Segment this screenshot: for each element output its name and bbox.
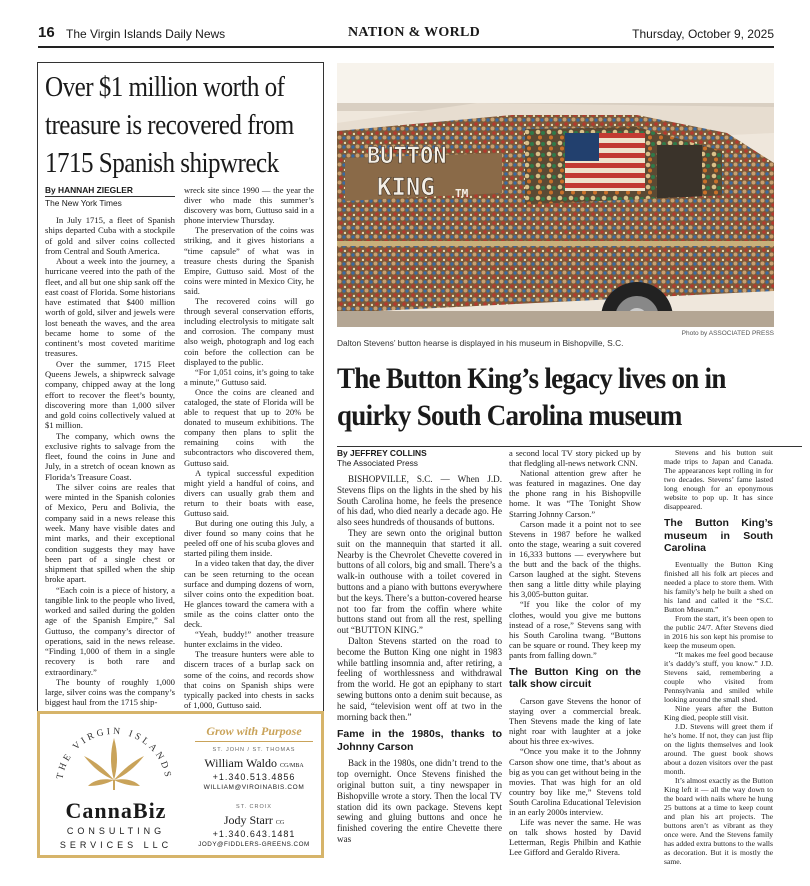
paragraph: Nine years after the Button King died, people still visit. — [664, 703, 773, 722]
photo-sign-line-1: BUTTON — [367, 144, 447, 169]
paragraph: “For 1,051 coins, it’s going to take a minute,” Guttuso said. — [184, 366, 314, 387]
paragraph: BISHOPVILLE, S.C. — When J.D. Stevens flips on the lights in the shed by his South Carolina home, he feels the presence of his dad, who died nearly a decade ago. He also sees hundreds of thousands of buttons. — [337, 474, 502, 528]
ad-cred-2: CG — [275, 820, 285, 826]
section-name: NATION & WORLD — [348, 25, 481, 40]
paragraph: But during one outing this July, a diver found so many coins that he peeled off one of his scuba gloves and started piling them inside. — [184, 518, 314, 559]
buttonking-byline: By JEFFREY COLLINS — [337, 448, 427, 458]
paragraph: Life was never the same. He was on talk shows hosted by David Letterman, Regis Philbin and Kathie Lee Gifford and Geraldo Rivera. — [509, 817, 641, 858]
paragraph: Dalton Stevens started on the road to become the Button King one night in 1983 while battling insomnia and, after retiring, a feeling of worthlessness and withdrawal from the world. He got an epiphany to start sewing buttons onto a denim suit because, as he said, “television went off at two in the morning back then.” — [337, 635, 502, 722]
issue-date: Thursday, October 9, 2025 — [632, 27, 774, 41]
ad-cred-1: CG/MBA — [279, 763, 304, 769]
paragraph: “Once you make it to the Johnny Carson show one time, that’s about as big as you can get without being in the movies. That was high for an old country boy like me,” Stevens told South Carolina Educational Television in an early 2000s interview. — [509, 746, 641, 817]
shipwreck-byline-block — [45, 185, 175, 208]
subheading: The Button King’s museum in South Carolina — [664, 517, 773, 555]
paragraph: J.D. Stevens will greet them if he’s home. If not, they can just flip on the lights themselves and look around. The guest book shows about a dozen visitors over the past month. — [664, 721, 773, 776]
header-rule — [38, 46, 774, 48]
paragraph: wreck site since 1990 — the year the diver who made this summer’s discovery was born, Guttuso said in a phone interview Thursday. — [184, 185, 314, 226]
paragraph: The treasure hunters were able to discern traces of a burlap sack on some of the coins, and records show that coins on Spanish ships were typically packed into chests in sacks of 1,000, Guttuso said. — [184, 649, 314, 710]
paragraph: About a week into the journey, a hurricane veered into the path of the fleet, and all but one ship sank off the east coast of Florida. Some historians have estimated that $400 million worth of gold, silver and jewels were lost beneath the waves, and the area became home to some of the continent’s most coveted maritime treasures. — [45, 256, 175, 359]
button-hearse-photo — [337, 63, 774, 327]
cannabiz-ad[interactable] — [37, 711, 324, 858]
ad-email-2[interactable]: JODY@FIDDLERS-GREENS.COM — [198, 841, 310, 848]
buttonking-source: The Associated Press — [337, 458, 418, 468]
paragraph: It’s almost exactly as the Button King left it — all the way down to the board with nails where he hung 25 buttons at a time to keep count and plan his art projects. The buttons aren’t as vibrant as they once were. And the Stevens family has added extra buttons to the walls as decoration. But it is mostly the same. — [664, 775, 773, 867]
paragraph: “If you like the color of my clothes, would you give me buttons instead of a rose,” Stevens sang with his South Carolina twang. “Buttons can be square or round. They keep my pants from falling down.” — [509, 599, 641, 660]
ad-name-2: Jody Starr — [223, 813, 273, 827]
paragraph: a second local TV story picked up by that fledgling all-news network CNN. — [509, 448, 641, 469]
paragraph: A typical successful expedition might yield a handful of coins, and divers can usually grab them and return to their boats with ease, Guttuso said. — [184, 467, 314, 518]
paragraph: Carson gave Stevens the honor of staying over a commercial break. Then Stevens made the king of late night roar with laughter at a joke about his three ex-wives. — [509, 695, 641, 747]
ad-email-1[interactable]: WILLIAM@VIROINABIS.COM — [203, 784, 305, 791]
photo-sign-tm: TM — [455, 187, 469, 200]
paragraph: Once the coins are cleaned and cataloged, the state of Florida will be able to request that up to 20% be donated to museum exhibitions. The company then plans to split the remaining coins with the subcontractors who discovered them, Guttuso said. — [184, 386, 314, 468]
buttonking-column-3 — [664, 448, 773, 866]
page-number: 16 — [38, 24, 55, 41]
paragraph: In July 1715, a fleet of Spanish ships departed Cuba with a stockpile of gold and silver coins collected from Central and South America. — [45, 215, 175, 256]
ad-name-1: William Waldo — [204, 756, 277, 770]
paragraph: Stevens and his button suit made trips to Japan and Canada. The appearances kept rolling in for two decades. Stevens’ fame lasted long enough for an eponymous website to pop up. It has since disappeared. — [664, 448, 773, 512]
ad-line-consulting: CONSULTING — [66, 826, 166, 836]
paper-name: The Virgin Islands Daily News — [66, 27, 226, 41]
ad-brand: CannaBiz — [65, 798, 167, 823]
byline-rule — [45, 196, 175, 197]
cannabis-leaf-icon — [84, 738, 144, 790]
ad-arc-text: THE VIRGIN ISLANDS — [55, 726, 173, 781]
page-header — [38, 22, 774, 44]
ad-tagline: Grow with Purpose — [206, 724, 302, 738]
ad-location-2: ST. CROIX — [236, 804, 272, 810]
buttonking-byline-block — [337, 448, 467, 468]
paragraph: The silver coins are reales that were minted in the Spanish colonies of Mexico, Peru and Bolivia, the company said in a news release this week. Many have visible dates and mint marks, and their exceptional condition suggests they may have been part of a single chest or shipment that spilled when the ship broke apart. — [45, 481, 175, 585]
paragraph: In a video taken that day, the diver can be seen returning to the ocean surface and dumping dozens of worn, silver coins onto the expedition boat. He glances toward the camera with a smile as the coins clatter onto the deck. — [184, 558, 314, 630]
photo-caption: Dalton Stevens’ button hearse is displayed in his museum in Bishopville, S.C. — [337, 338, 624, 348]
paragraph: The company, which owns the exclusive rights to salvage from the fleet, found the coins in June and July, in a stretch of ocean known as Florida’s Treasure Coast. — [45, 430, 175, 482]
photo-credit: Photo by ASSOCIATED PRESS — [681, 330, 774, 337]
buttonking-column-2 — [509, 448, 641, 857]
shipwreck-byline: By HANNAH ZIEGLER — [45, 185, 133, 195]
paragraph: Eventually the Button King finished all his folk art pieces and needed a place to store them. With his family’s help he built a shed on his land and called it the “S.C. Button Museum.” — [664, 559, 773, 614]
ad-phone-2[interactable]: +1.340.643.1481 — [212, 829, 296, 839]
paragraph: “It makes me feel good because it’s daddy’s stuff, you know.” J.D. Stevens said, remembering a couple who visited from Pennsylvania and smiled while looking around the small shed. — [664, 649, 773, 704]
paragraph: Over the summer, 1715 Fleet Queens Jewels, a shipwreck salvage company, chipped away at the long effort to recover the fleet’s bounty, discovering more than 1,000 silver and gold coins collectively valued at $1 million. — [45, 358, 175, 431]
paragraph: The preservation of the coins was striking, and it gives historians a “time capsule” of what was in treasure chests during the Spanish Empire, Guttuso said. Most of the coins were minted in Mexico City, he said. — [184, 225, 314, 296]
paragraph: “Yeah, buddy!” another treasure hunter exclaims in the video. — [184, 629, 314, 650]
ad-line-services: SERVICES LLC — [59, 840, 173, 850]
paragraph: The bounty of roughly 1,000 large, silver coins was the company’s biggest haul from the 1715 ship- — [45, 676, 175, 708]
shipwreck-headline: Over $1 million worth of treasure is recovered from 1715 Spanish shipwreck — [45, 72, 294, 179]
ad-phone-1[interactable]: +1.340.513.4856 — [212, 772, 296, 782]
ad-location-1: ST. JOHN / ST. THOMAS — [212, 747, 296, 753]
shipwreck-column-2 — [184, 185, 314, 710]
ad-contact-1 — [190, 756, 318, 771]
subheading: Fame in the 1980s, thanks to Johnny Carson — [337, 728, 502, 753]
story-rule — [337, 446, 802, 447]
photo-sign-line-2: KING — [377, 173, 435, 201]
shipwreck-story — [37, 62, 324, 762]
paragraph: They are sewn onto the original button suit on the mannequin that started it all. Nearby is the Chevrolet Chevette covered in buttons of all colors, big and small. There’s a walk-in outhouse with a toilet covered in buttons and a piano with buttons everywhere but the keys. There’s a button-covered hearse not too far from the coffin where white buttons stand out from all the rest, spelling out “BUTTON KING.” — [337, 527, 502, 636]
buttonking-headline: The Button King’s legacy lives on in quirky South Carolina museum — [337, 362, 726, 432]
buttonking-column-1 — [337, 474, 502, 845]
paragraph: The recovered coins will go through several conservation efforts, including electrolysis to mitigate salt and corrosion. The company must also weigh, photograph and log each coin before the collection can be displayed to the public. — [184, 296, 314, 367]
paragraph: National attention grew after he was featured in magazines. One day the phone rang in his Bishopville home. It was “The Tonight Show Starring Johnny Carson.” — [509, 468, 641, 519]
ad-divider — [195, 741, 313, 742]
paragraph: Back in the 1980s, one didn’t trend to the top overnight. Once Stevens finished the original button suit, a tiny newspaper in Bishopville wrote a story. Then the local TV station did its own package. Stevens kept sewing and gluing buttons and once he finished covering the entire Chevette there was — [337, 758, 502, 844]
hearse-illustration — [337, 63, 774, 327]
ad-contact-2 — [190, 813, 318, 828]
shipwreck-source: The New York Times — [45, 198, 122, 208]
paragraph: “Each coin is a piece of history, a tangible link to the people who lived, worked and sailed during the golden age of the Spanish Empire,” Sal Guttuso, the company’s director of operations, said in the news release. “Finding 1,000 of them in a single recovery is both rare and extraordinary.” — [45, 584, 175, 677]
paragraph: Carson made it a point not to see Stevens in 1987 before he walked onto the stage, wearing a suit covered in 16,333 buttons — everywhere but the butt and the back of the thighs. Carson laughed at the sight. Stevens then sang a little ditty while playing his 3,005-button guitar. — [509, 518, 641, 600]
shipwreck-column-1 — [45, 215, 175, 708]
subheading: The Button King on the talk show circuit — [509, 665, 641, 691]
paragraph: From the start, it’s been open to the public 24/7. After Stevens died in 2016 his son kept his promise to keep the museum open. — [664, 613, 773, 650]
